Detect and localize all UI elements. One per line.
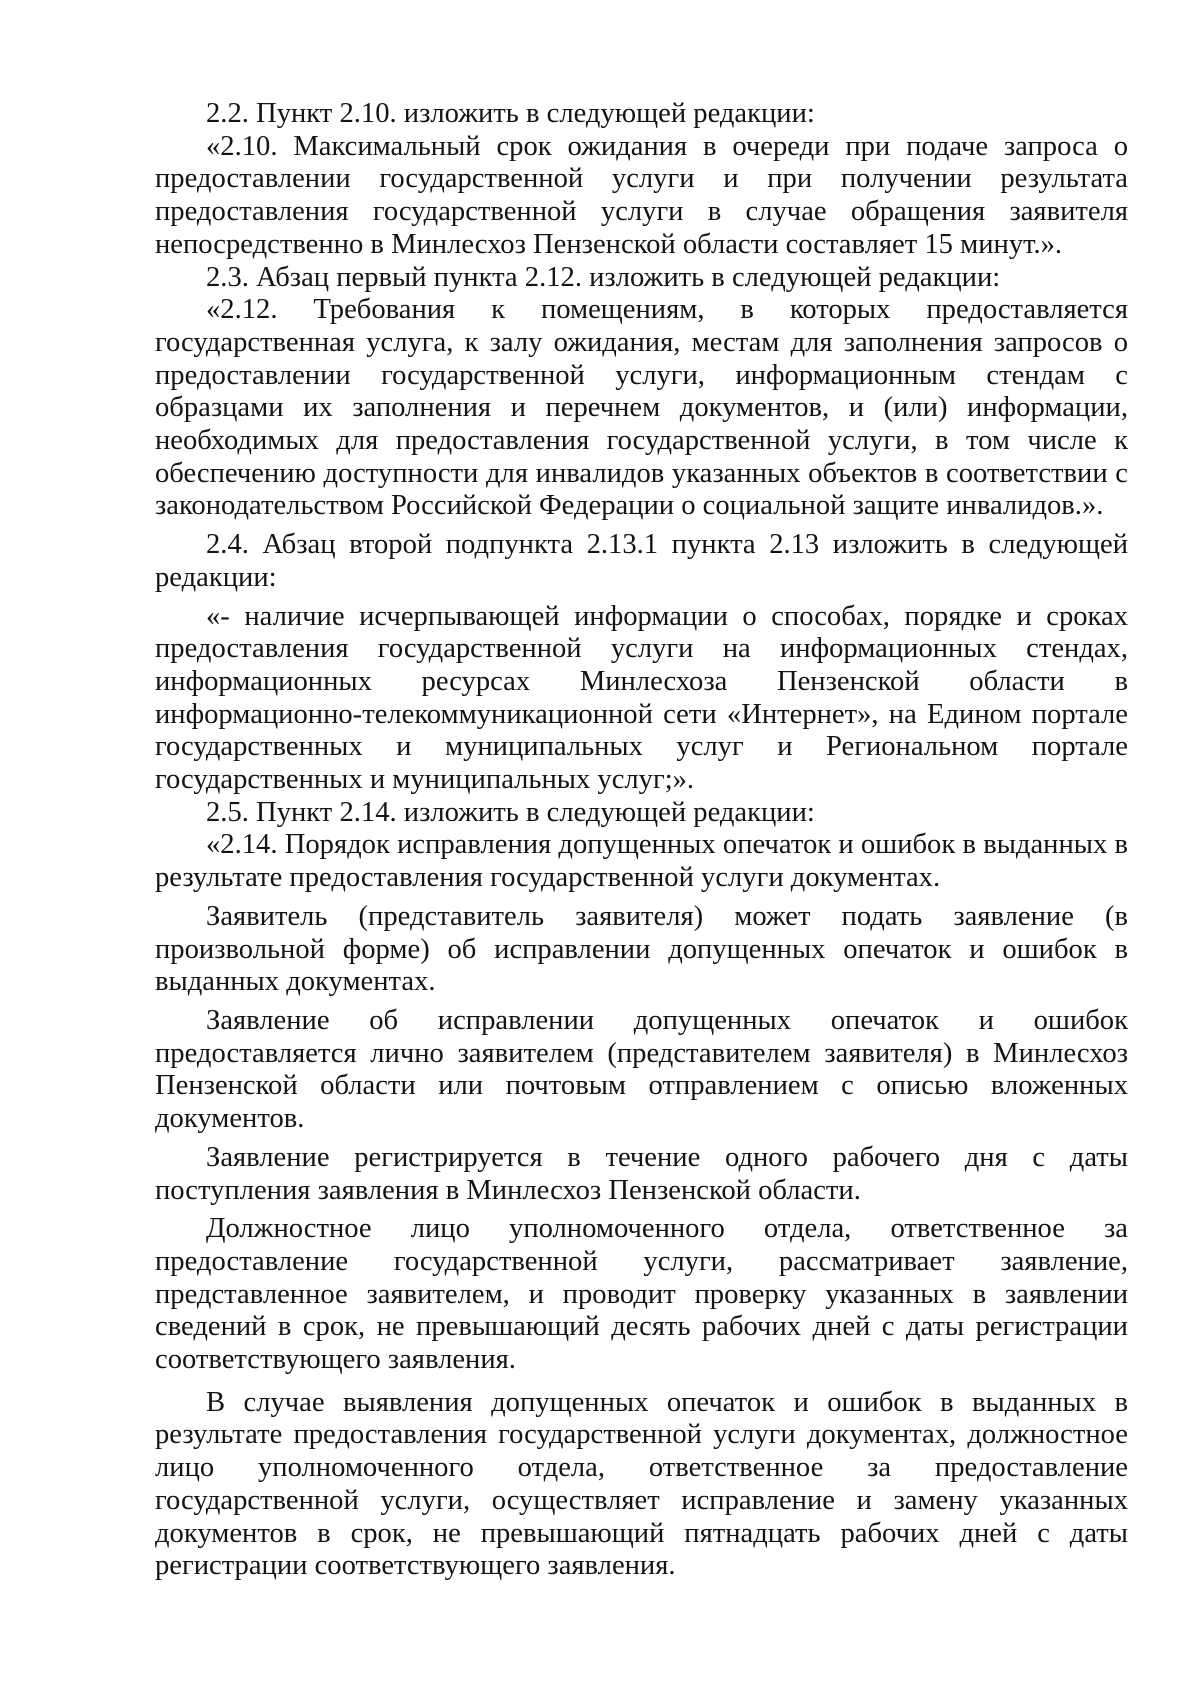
paragraph-applicant-request: Заявитель (представитель заявителя) может подать заявление (в произвольной форме) об исправлении допущенных опечаток и ошибок в выданных документах. <box>155 900 1128 998</box>
paragraph-2-5-heading: 2.5. Пункт 2.14. изложить в следующей редакции: <box>206 796 815 828</box>
paragraph-2-4-heading: 2.4. Абзац второй подпункта 2.13.1 пункта 2.13 изложить в следующей редакции: <box>155 529 1128 593</box>
paragraph-application-submission: Заявление об исправлении допущенных опечаток и ошибок предоставляется лично заявителем (представителем заявителя) в Минлесхоз Пензенской области или почтовым отправлением с описью вложенных документов. <box>155 1004 1128 1135</box>
paragraph-application-registration: Заявление регистрируется в течение одного рабочего дня с даты поступления заявления в Минлесхоз Пензенской области. <box>155 1141 1128 1206</box>
paragraph-2-13-1-text: «- наличие исчерпывающей информации о способах, порядке и сроках предоставления государственной услуги на информационных стендах, информационных ресурсах Минлесхоза Пензенской области в информационно-телекоммуникационной сети «Интернет», на Едином портале государственных и муниципальных услуг и Региональном портале государственных и муниципальных услуг;». <box>155 600 1128 796</box>
paragraph-correction-procedure: В случае выявления допущенных опечаток и ошибок в выданных в результате предоставления государственной услуги документах, должностное лицо уполномоченного отдела, ответственное за предоставление государственной услуги, осуществляет исправление и замену указанных документов в срок, не превышающий пятнадцать рабочих дней с даты регистрации соответствующего заявления. <box>155 1386 1128 1582</box>
paragraph-2-14-title: «2.14. Порядок исправления допущенных опечаток и ошибок в выданных в результате предоставления государственной услуги документах. <box>155 829 1128 894</box>
paragraph-official-review: Должностное лицо уполномоченного отдела, ответственное за предоставление государственной услуги, рассматривает заявление, представленное заявителем, и проводит проверку указанных в заявлении сведений в срок, не превышающий десять рабочих дней с даты регистрации соответствующего заявления. <box>155 1213 1128 1376</box>
paragraph-2-10-text: «2.10. Максимальный срок ожидания в очереди при подаче запроса о предоставлении государственной услуги и при получении результата предоставления государственной услуги в случае обращения заявителя непосредственно в Минлесхоз Пензенской области составляет 15 минут.». <box>155 130 1128 260</box>
paragraph-2-3-heading: 2.3. Абзац первый пункта 2.12. изложить в следующей редакции: <box>206 261 1001 293</box>
paragraph-2-2-heading: 2.2. Пункт 2.10. изложить в следующей редакции: <box>206 98 815 129</box>
paragraph-2-12-text: «2.12. Требования к помещениям, в которых предоставляется государственная услуга, к залу ожидания, местам для заполнения запросов о предоставлении государственной услуги, информационным стендам с образцами их заполнения и перечнем документов, и (или) информации, необходимых для предоставления государственной услуги, в том числе к обеспечению доступности для инвалидов указанных объектов в соответствии с законодательством Российской Федерации о социальной защите инвалидов.». <box>155 294 1128 522</box>
